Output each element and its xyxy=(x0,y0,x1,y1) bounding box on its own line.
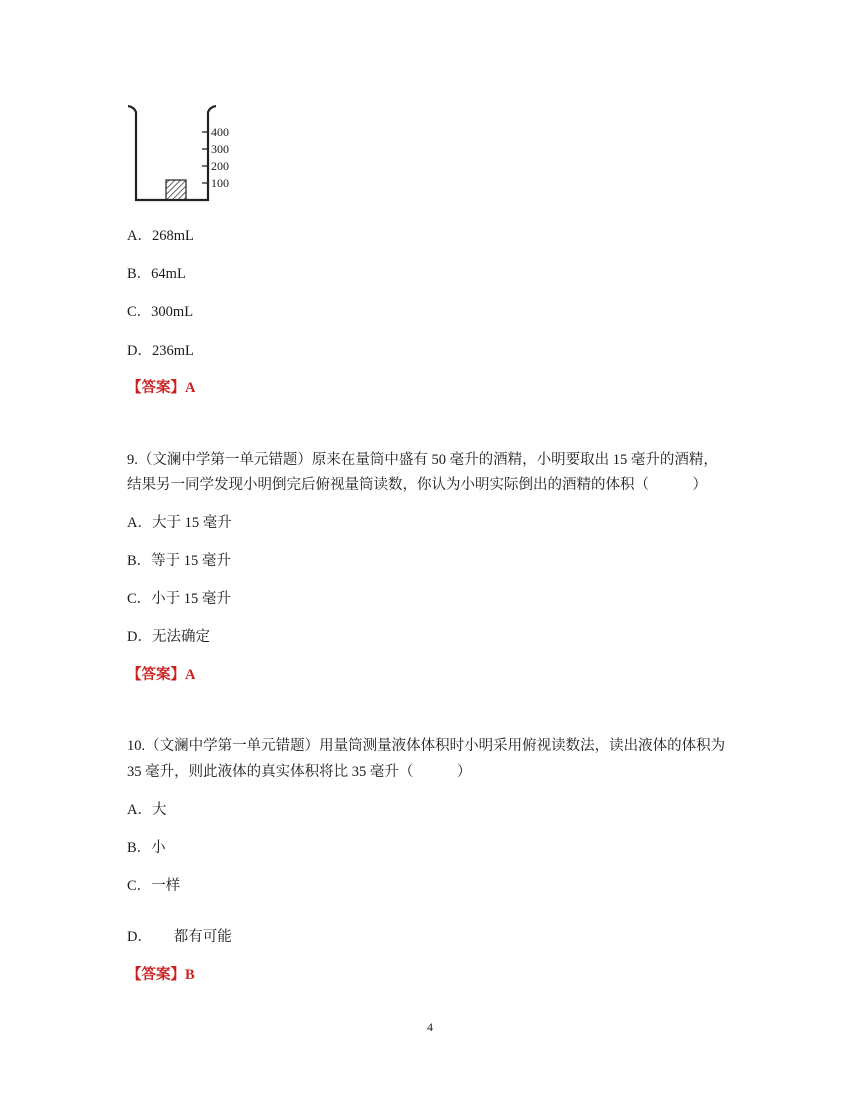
q9-option-c: C．小于 15 毫升 xyxy=(127,591,231,607)
q9-option-d: D．无法确定 xyxy=(127,629,210,645)
q10-answer: 【答案】B xyxy=(127,967,195,983)
q8-option-d: D．236mL xyxy=(127,343,194,359)
q10-option-a: A．大 xyxy=(127,802,167,818)
beaker-figure xyxy=(126,104,246,204)
q9-option-b: B．等于 15 毫升 xyxy=(127,553,231,569)
q9-option-a: A．大于 15 毫升 xyxy=(127,515,232,531)
hatched-block xyxy=(166,180,186,200)
q8-option-b: B．64mL xyxy=(127,266,186,282)
scale-label-200: 200 xyxy=(211,159,229,173)
q8-option-a: A．268mL xyxy=(127,228,194,244)
scale-label-300: 300 xyxy=(211,142,229,156)
scale-label-100: 100 xyxy=(211,176,229,190)
q10-option-b: B．小 xyxy=(127,840,166,856)
q8-answer: 【答案】A xyxy=(127,380,196,396)
page-number: 4 xyxy=(427,1020,433,1034)
q10-option-c: C．一样 xyxy=(127,878,181,894)
q9-stem-line2: 结果另一同学发现小明倒完后俯视量筒读数，你认为小明实际倒出的酒精的体积（ ） xyxy=(127,477,707,493)
q10-option-d: D． 都有可能 xyxy=(127,929,232,945)
scale-label-400: 400 xyxy=(211,125,229,139)
q9-stem-line1: 9.（文澜中学第一单元错题）原来在量筒中盛有 50 毫升的酒精，小明要取出 15 毫升的酒精， xyxy=(127,452,718,468)
q8-option-c: C．300mL xyxy=(127,304,194,320)
q10-stem-line1: 10.（文澜中学第一单元错题）用量筒测量液体体积时小明采用俯视读数法，读出液体的体积为 xyxy=(127,738,726,754)
q10-stem-line2: 35 毫升，则此液体的真实体积将比 35 毫升（ ） xyxy=(127,764,472,780)
q9-answer: 【答案】A xyxy=(127,667,196,683)
